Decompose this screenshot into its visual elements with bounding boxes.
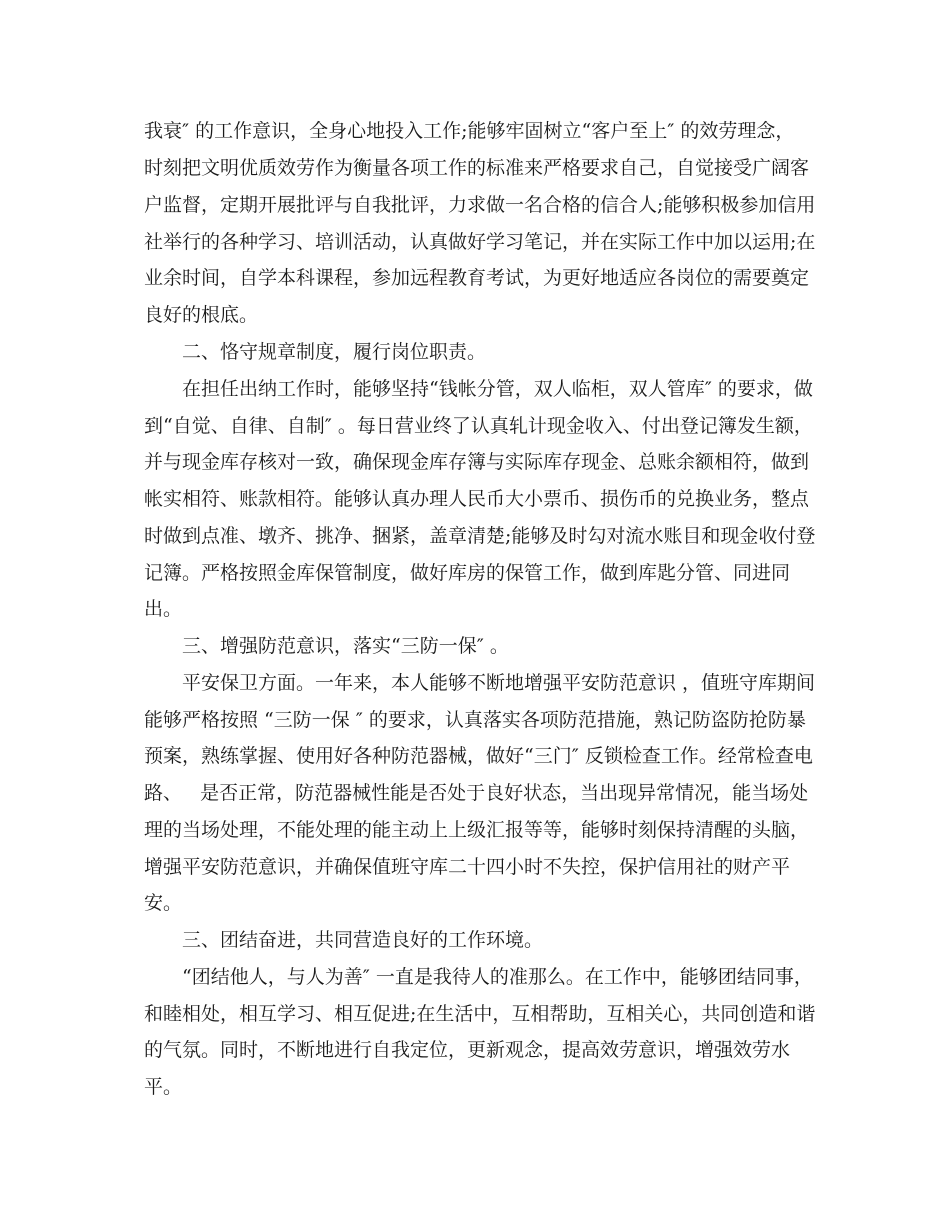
text-line: 我衰″ 的工作意识，全身心地投入工作;能够牢固树立“客户至上″ 的效劳理念，: [144, 120, 795, 142]
text-line: 路、 是否正常，防范器械性能是否处于良好状态，当出现异常情况，能当场处: [144, 782, 809, 804]
text-line: 社举行的各种学习、培训活动，认真做好学习笔记，并在实际工作中加以运用;在: [144, 231, 816, 253]
text-line: 到“自觉、自律、自制″ 。每日营业终了认真轧计现金收入、付出登记簿发生额，: [144, 415, 813, 437]
text-line: 出。: [144, 598, 183, 620]
section-heading: 三、团结奋进，共同营造良好的工作环境。: [182, 929, 544, 951]
text-line: 平。: [144, 1076, 183, 1098]
text-line: 时刻把文明优质效劳作为衡量各项工作的标准来严格要求自己，自觉接受广阔客: [144, 157, 810, 179]
text-line: 时做到点准、墩齐、挑净、捆紧，盖章清楚;能够及时勾对流水账目和现金收付登: [144, 525, 816, 547]
text-line: 户监督，定期开展批评与自我批评，力求做一名合格的信合人;能够积极参加信用: [144, 194, 816, 216]
text-line: “团结他人，与人为善″ 一直是我待人的准那么。在工作中，能够团结同事，: [182, 966, 813, 988]
section-heading: 三、增强防范意识，落实“三防一保″ 。: [182, 635, 509, 657]
text-line: 平安保卫方面。一年来，本人能够不断地增强平安防范意识 ，值班守库期间: [182, 672, 816, 694]
text-line: 并与现金库存核对一致，确保现金库存簿与实际库存现金、总账余额相符，做到: [144, 451, 810, 473]
text-line: 业余时间，自学本科课程，参加远程教育考试，为更好地适应各岗位的需要奠定: [144, 267, 810, 289]
text-line: 在担任出纳工作时，能够坚持“钱帐分管，双人临柜，双人管库″ 的要求，做: [182, 378, 813, 400]
section-heading: 二、恪守规章制度，履行岗位职责。: [182, 341, 487, 363]
text-line: 的气氛。同时，不断地进行自我定位，更新观念，提高效劳意识，增强效劳水: [144, 1039, 791, 1061]
text-line: 安。: [144, 892, 183, 914]
text-line: 预案，熟练掌握、使用好各种防范器械，做好“三门″ 反锁检查工作。经常检查电: [144, 745, 813, 767]
text-line: 记簿。严格按照金库保管制度，做好库房的保管工作，做到库匙分管、同进同: [144, 562, 791, 584]
text-line: 帐实相符、账款相符。能够认真办理人民币大小票币、损伤币的兑换业务，整点: [144, 488, 810, 510]
text-line: 增强平安防范意识，并确保值班守库二十四小时不失控，保护信用社的财产平: [144, 856, 791, 878]
text-line: 能够严格按照 “三防一保 ″ 的要求，认真落实各项防范措施，熟记防盗防抢防暴: [144, 709, 806, 731]
text-line: 理的当场处理，不能处理的能主动上上级汇报等等，能够时刻保持清醒的头脑，: [144, 819, 810, 841]
text-line: 良好的根底。: [144, 304, 259, 326]
text-line: 和睦相处，相互学习、相互促进;在生活中，互相帮助，互相关心，共同创造和谐: [144, 1003, 816, 1025]
